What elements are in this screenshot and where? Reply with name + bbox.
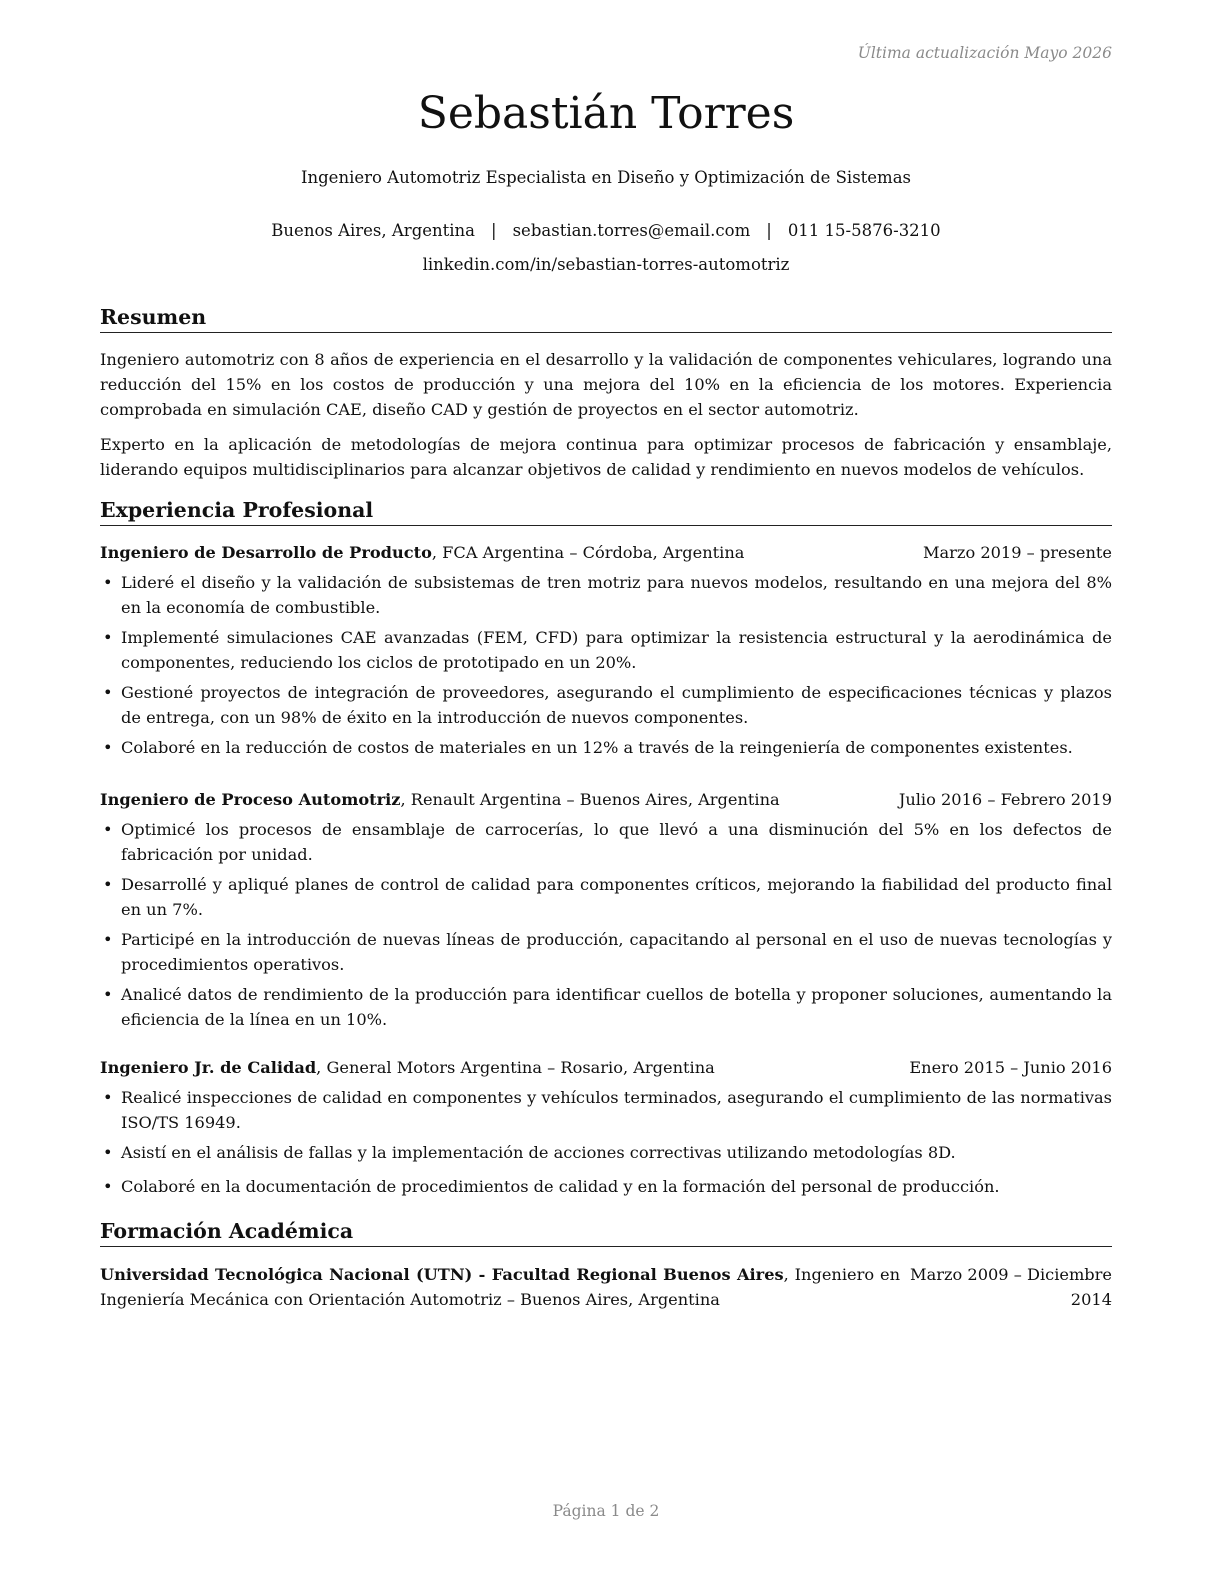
- list-item: [100, 1140, 1112, 1165]
- education-dates: Marzo 2009 – Diciembre 2014: [910, 1265, 1112, 1309]
- bullet-marker: •: [103, 628, 113, 647]
- bullet-marker: •: [103, 875, 113, 894]
- bullet-text: Implementé simulaciones CAE avanzadas (FEM, CFD) para optimizar la resistencia estructural y la aerodinámica de componentes, reduciendo los ciclos de prototipado en un 20%.: [121, 628, 1112, 672]
- contact-phone: 011 15-5876-3210: [787, 221, 941, 240]
- job-company: , FCA Argentina – Córdoba, Argentina: [431, 543, 745, 562]
- bullet-text: Colaboré en la reducción de costos de materiales en un 12% a través de la reingeniería de componentes existentes.: [121, 738, 1073, 757]
- section-title-education: Formación Académica: [100, 1218, 1112, 1247]
- job-bullets: [100, 1085, 1112, 1199]
- list-item: [100, 1174, 1112, 1199]
- resume-page: [100, 0, 1112, 1584]
- job-dates: Julio 2016 – Febrero 2019: [898, 790, 1112, 809]
- list-item: [100, 625, 1112, 675]
- bullet-marker: •: [103, 820, 113, 839]
- job-bullets: [100, 817, 1112, 1032]
- education-degree: , Ingeniero en Ingeniería Mecánica con Orientación Automotriz – Buenos Aires, Argentina: [100, 1265, 900, 1309]
- job-dates: Marzo 2019 – presente: [922, 543, 1112, 562]
- contact-email[interactable]: sebastian.torres@email.com: [512, 221, 751, 240]
- list-item: [100, 927, 1112, 977]
- education-institution: Universidad Tecnológica Nacional (UTN) - Facultad Regional Buenos Aires: [100, 1265, 784, 1284]
- list-item: [100, 982, 1112, 1032]
- contact-location: Buenos Aires, Argentina: [271, 221, 476, 240]
- job-role: Ingeniero de Desarrollo de Producto: [100, 543, 432, 562]
- bullet-text: Optimicé los procesos de ensamblaje de carrocerías, lo que llevó a una disminución del 5% en los defectos de fabricación por unidad.: [121, 820, 1112, 864]
- bullet-text: Analicé datos de rendimiento de la producción para identificar cuellos de botella y proponer soluciones, aumentando la eficiencia de la línea en un 10%.: [121, 985, 1112, 1029]
- bullet-text: Lideré el diseño y la validación de subsistemas de tren motriz para nuevos modelos, resultando en una mejora del 8% en la economía de combustible.: [121, 573, 1112, 617]
- job-header: [100, 541, 1112, 565]
- job-role: Ingeniero de Proceso Automotriz: [100, 790, 401, 809]
- bullet-text: Colaboré en la documentación de procedimientos de calidad y en la formación del personal de producción.: [121, 1177, 1000, 1196]
- bullet-marker: •: [103, 930, 113, 949]
- education-main: [100, 1262, 900, 1312]
- job-header: [100, 1056, 1112, 1080]
- bullet-text: Gestioné proyectos de integración de proveedores, asegurando el cumplimiento de especificaciones técnicas y plazos de entrega, con un 98% de éxito en la introducción de nuevos componentes.: [121, 683, 1112, 727]
- bullet-text: Asistí en el análisis de fallas y la implementación de acciones correctivas utilizando metodologías 8D.: [121, 1143, 956, 1162]
- contact-linkedin[interactable]: linkedin.com/in/sebastian-torres-automotriz: [422, 255, 790, 274]
- bullet-text: Participé en la introducción de nuevas líneas de producción, capacitando al personal en el uso de nuevas tecnologías y procedimientos operativos.: [121, 930, 1112, 974]
- bullet-marker: •: [103, 985, 113, 1004]
- list-item: [100, 872, 1112, 922]
- bullet-marker: •: [103, 683, 113, 702]
- job-company: , General Motors Argentina – Rosario, Argentina: [316, 1058, 715, 1077]
- candidate-name: Sebastián Torres: [417, 88, 795, 139]
- bullet-marker: •: [103, 1088, 113, 1107]
- headline: Ingeniero Automotriz Especialista en Diseño y Optimización de Sistemas: [300, 168, 912, 187]
- list-item: [100, 735, 1112, 760]
- summary-paragraph: Experto en la aplicación de metodologías de mejora continua para optimizar procesos de fabricación y ensamblaje, liderando equipos multidisciplinarios para alcanzar objetivos de calidad y rendimiento en nuevos modelos de vehículos.: [100, 435, 1112, 479]
- job-role: Ingeniero Jr. de Calidad: [100, 1058, 317, 1077]
- summary-paragraph: Ingeniero automotriz con 8 años de experiencia en el desarrollo y la validación de componentes vehiculares, logrando una reducción del 15% en los costos de producción y una mejora del 10% en la eficiencia de los motores. Experiencia comprobada en simulación CAE, diseño CAD y gestión de proyectos en el sector automotriz.: [100, 350, 1112, 419]
- job-company: , Renault Argentina – Buenos Aires, Argentina: [400, 790, 780, 809]
- job-header: [100, 788, 1112, 812]
- contact-line: [100, 221, 1112, 240]
- bullet-text: Realicé inspecciones de calidad en componentes y vehículos terminados, asegurando el cumplimiento de las normativas ISO/TS 16949.: [121, 1088, 1112, 1132]
- bullet-marker: •: [103, 573, 113, 592]
- page-number: Página 1 de 2: [552, 1502, 660, 1520]
- contact-separator: |: [766, 221, 772, 240]
- section-title-summary: Resumen: [100, 304, 1112, 333]
- bullet-text: Desarrollé y apliqué planes de control de calidad para componentes críticos, mejorando la fiabilidad del producto final en un 7%.: [121, 875, 1112, 919]
- list-item: [100, 817, 1112, 867]
- list-item: [100, 1085, 1112, 1135]
- last-updated: Última actualización Mayo 2026: [857, 44, 1112, 62]
- contact-separator: |: [491, 221, 497, 240]
- list-item: [100, 570, 1112, 620]
- bullet-marker: •: [103, 1143, 113, 1162]
- list-item: [100, 680, 1112, 730]
- job-bullets: [100, 570, 1112, 760]
- bullet-marker: •: [103, 738, 113, 757]
- bullet-marker: •: [103, 1177, 113, 1196]
- section-title-experience: Experiencia Profesional: [100, 497, 1112, 526]
- job-dates: Enero 2015 – Junio 2016: [909, 1058, 1112, 1077]
